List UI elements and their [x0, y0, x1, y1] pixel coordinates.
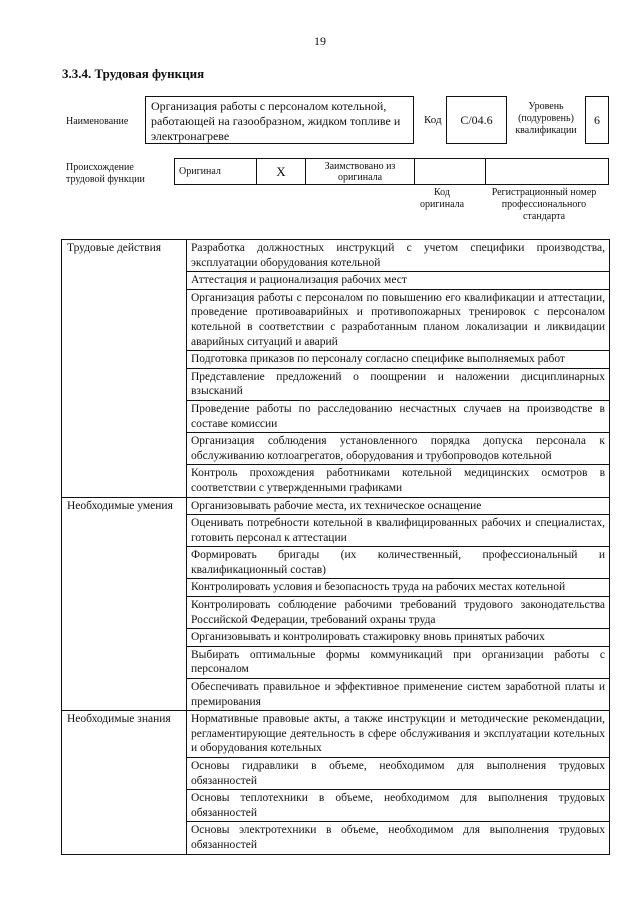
- section-item: Организация работы с персоналом по повышению его квалификации и аттестации, проведение противоаварийных и противопожарных тренировок с персоналом котельной в соответствии с разработанным планом локализации и ликвидации аварийных ситуаций и аварий: [187, 289, 610, 350]
- origin-borrowed-label: Заимствовано из оригинала: [306, 159, 415, 185]
- section-category: Необходимые умения: [62, 497, 187, 711]
- section-item: Организовывать рабочие места, их техническое оснащение: [187, 497, 610, 515]
- section-item: Выбирать оптимальные формы коммуникаций при организации работы с персоналом: [187, 646, 610, 678]
- section-item: Контролировать условия и безопасность труда на рабочих местах котельной: [187, 579, 610, 597]
- section-item: Организация соблюдения установленного порядка допуска персонала к обслуживанию котлоагрегатов, оборудования и трубопроводов котельной: [187, 433, 610, 465]
- section-item: Контроль прохождения работниками котельной медицинских осмотров в соответствии с утвержденными графиками: [187, 465, 610, 497]
- section-item: Контролировать соблюдение рабочими требований трудового законодательства Российской Федерации, требований охраны труда: [187, 597, 610, 629]
- section-item: Подготовка приказов по персоналу согласно специфике выполняемых работ: [187, 351, 610, 369]
- section-item: Проведение работы по расследованию несчастных случаев на производстве в составе комиссии: [187, 400, 610, 432]
- level-value: 6: [585, 96, 609, 144]
- name-value: Организация работы с персоналом котельной, работающей на газообразном, жидком топливе и электронагреве: [145, 96, 414, 144]
- section-title: 3.3.4. Трудовая функция: [62, 66, 205, 81]
- table-row: [62, 711, 610, 758]
- code-value: С/04.6: [446, 96, 507, 144]
- origin-original-label: Оригинал: [175, 159, 257, 185]
- code-label: Код: [424, 114, 442, 126]
- origin-reg-cell: [486, 159, 609, 185]
- section-item: Нормативные правовые акты, а также инструкции и методические рекомендации, регламентирующие деятельность в сфере обслуживания и эксплуатации котельных и оборудования котельных: [187, 711, 610, 758]
- section-item: Основы электротехники в объеме, необходимом для выполнения трудовых обязанностей: [187, 822, 610, 854]
- level-label: Уровень (подуровень) квалификации: [515, 101, 577, 136]
- work-function-table: [61, 239, 610, 855]
- page-number: 19: [314, 34, 326, 48]
- section-item: Представление предложений о поощрении и наложении дисциплинарных взысканий: [187, 368, 610, 400]
- section-item: Основы гидравлики в объеме, необходимом для выполнения трудовых обязанностей: [187, 758, 610, 790]
- section-category: Трудовые действия: [62, 240, 187, 498]
- code-original-label: Код оригинала: [419, 187, 465, 210]
- reg-number-label: Регистрационный номер профессионального стандарта: [491, 187, 597, 222]
- section-item: Разработка должностных инструкций с учетом специфики производства, эксплуатации оборудования котельной: [187, 240, 610, 272]
- section-item: Формировать бригады (их количественный, профессиональный и квалификационный состав): [187, 547, 610, 579]
- origin-label: Происхождение трудовой функции: [66, 162, 145, 185]
- section-item: Организовывать и контролировать стажировку вновь принятых рабочих: [187, 629, 610, 647]
- section-item: Оценивать потребности котельной в квалифицированных рабочих и специалистах, готовить персонал к аттестации: [187, 515, 610, 547]
- section-item: Обеспечивать правильное и эффективное применение систем заработной платы и премирования: [187, 679, 610, 711]
- table-row: [62, 240, 610, 272]
- section-category: Необходимые знания: [62, 711, 187, 854]
- origin-table: [174, 158, 609, 185]
- origin-original-mark: X: [257, 159, 306, 185]
- origin-code-cell: [415, 159, 486, 185]
- section-item: Аттестация и рационализация рабочих мест: [187, 272, 610, 290]
- name-label: Наименование: [66, 116, 129, 127]
- table-row: [62, 497, 610, 515]
- section-item: Основы теплотехники в объеме, необходимом для выполнения трудовых обязанностей: [187, 790, 610, 822]
